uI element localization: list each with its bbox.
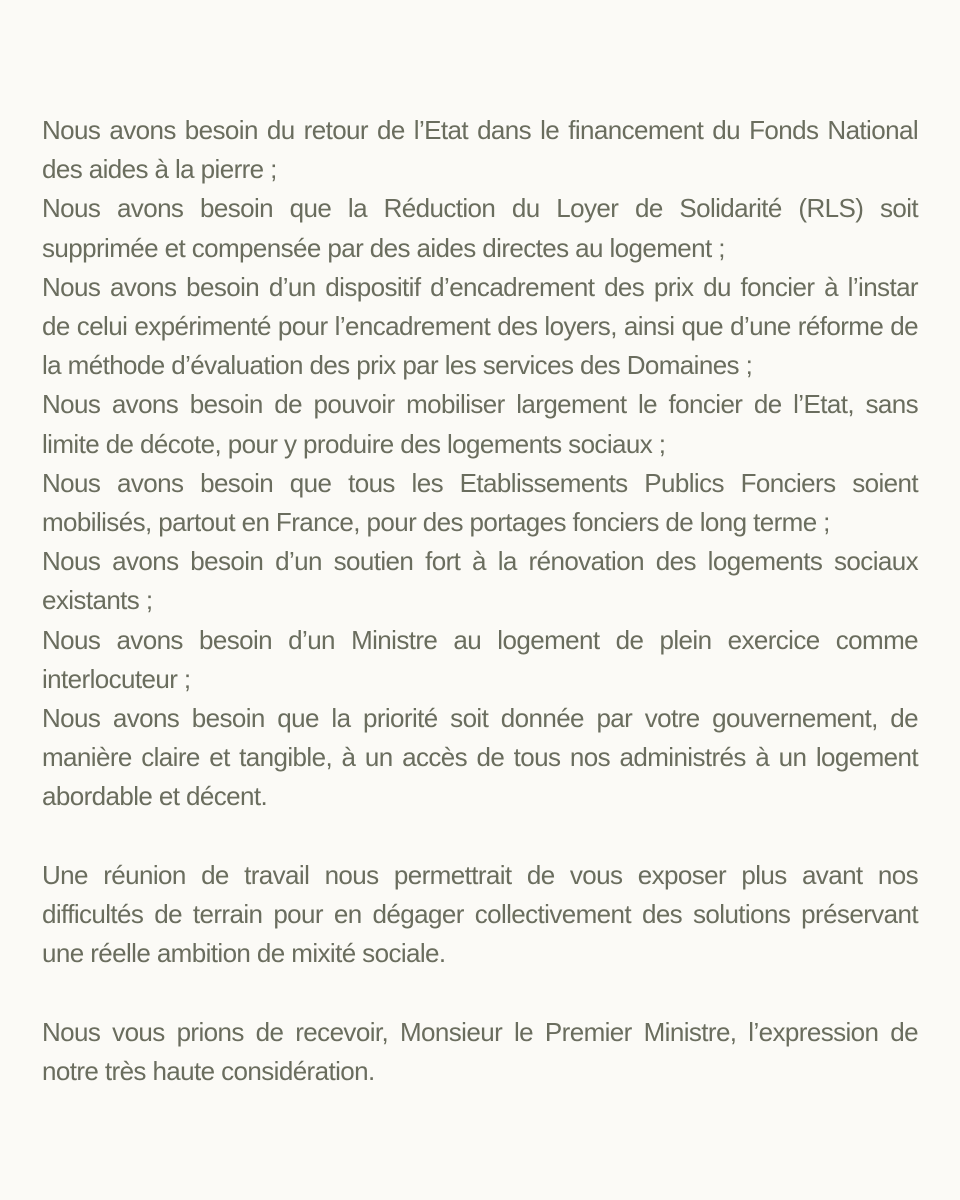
needs-list <box>42 111 918 817</box>
need-item: Nous avons besoin d’un Ministre au logement de plein exercice comme interlocuteur ; <box>42 624 918 694</box>
need-item: Nous avons besoin du retour de l’Etat dans le financement du Fonds National des aides à la pierre ; <box>42 115 918 185</box>
need-item: Nous avons besoin que la priorité soit donnée par votre gouvernement, de manière claire et tangible, à un accès de tous nos administrés à un logement abordable et décent. <box>42 703 918 812</box>
closing-paragraph: Nous vous prions de recevoir, Monsieur le Premier Ministre, l’expression de notre très haute considération. <box>42 1016 918 1086</box>
need-item: Nous avons besoin que tous les Etablissements Publics Fonciers soient mobilisés, partout en France, pour des portages fonciers de long terme ; <box>42 467 918 538</box>
meeting-request-paragraph: Une réunion de travail nous permettrait de vous exposer plus avant nos difficultés de terrain pour en dégager collectivement des solutions préservant une réelle ambition de mixité sociale. <box>42 859 918 969</box>
need-item: Nous avons besoin que la Réduction du Loyer de Solidarité (RLS) soit supprimée et compensée par des aides directes au logement ; <box>42 193 918 263</box>
need-item: Nous avons besoin de pouvoir mobiliser largement le foncier de l’Etat, sans limite de décote, pour y produire des logements sociaux ; <box>42 389 918 459</box>
paragraph-spacer <box>42 973 918 1012</box>
need-item: Nous avons besoin d’un soutien fort à la rénovation des logements sociaux existants ; <box>42 546 918 616</box>
need-item: Nous avons besoin d’un dispositif d’encadrement des prix du foncier à l’instar de celui expérimenté pour l’encadrement des loyers, ainsi que d’une réforme de la méthode d’évaluation des prix par les services des Domaines ; <box>42 271 918 381</box>
paragraph-spacer <box>42 817 918 856</box>
